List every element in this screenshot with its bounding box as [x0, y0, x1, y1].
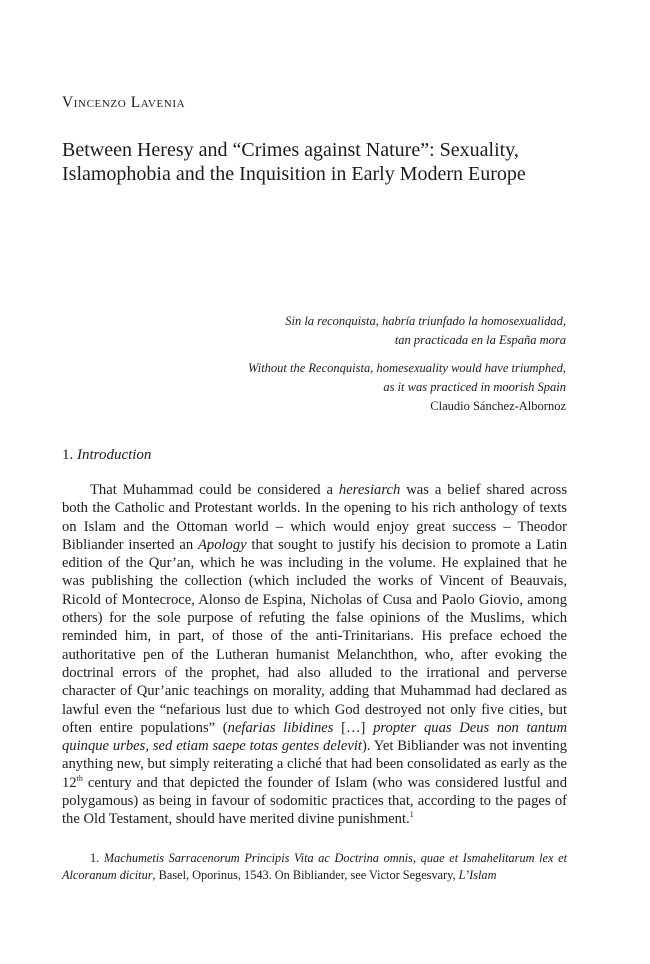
section-heading [62, 447, 151, 464]
body-italic-run: heresiarch [338, 482, 401, 498]
epigraph-english-line-1: Without the Reconquista, homesexuality would have triumphed, [248, 361, 566, 375]
body-text-run: […] [333, 719, 374, 736]
article-title: Between Heresy and “Crimes against Nature”: Sexuality, Islamophobia and the Inquisition in Early Modern Europe [62, 139, 526, 185]
footnote-text-run: , Basel, Oporinus, 1543. On Bibliander, see Victor Segesvary, [152, 868, 459, 882]
epigraph-spanish-line-1: Sin la reconquista, habría triunfado la homosexualidad, [285, 314, 566, 328]
body-italic-run: nefarias libidines [227, 719, 334, 736]
body-text-run: ). Yet Bibliander was not inventing anything new, but simply reiterating a cliché that had been consolidated as early as the 12 [62, 738, 567, 791]
body-paragraph [62, 481, 567, 829]
footnote-reference[interactable]: 1 [409, 810, 414, 820]
epigraph-english-line-2: as it was practiced in moorish Spain [383, 380, 566, 394]
body-italic-run: propter quas Deus non tantum quinque urbes, sed etiam saepe totas gentes delevit [62, 719, 567, 755]
epigraph-english [146, 359, 566, 397]
epigraph-spanish-line-2: tan practicada en la España mora [394, 333, 566, 347]
footnote-number: 1. [90, 851, 104, 865]
epigraph-attribution: Claudio Sánchez-Albornoz [430, 399, 566, 413]
body-text-run: was a belief shared across both the Catholic and Protestant worlds. In the opening to his rich anthology of texts on Islam and the Ottoman world – which would enjoy great success – Theodor Bibliander inserted an [62, 482, 567, 553]
author-name: Vincenzo Lavenia [62, 94, 186, 111]
body-text-run: that sought to justify his decision to promote a Latin edition of the Qur’an, which he was including in the volume. He explained that he was publishing the collection (which included the works of Vincent of Beauvais, Ricold of Montecroce, Alonso de Espina, Nicholas of Cusa and Paolo Giovio, among others) for the sole purpose of refuting the false opinions of the Muslims, which reminded him, in part, of those of the anti-Trinitarians. His preface echoed the authoritative pen of the Lutheran humanist Melanchthon, who, after evoking the doctrinal errors of the prophet, had also alluded to the irrational and perverse character of Qur’anic teachings on morality, adding that Muhammad had declared as lawful even the “nefarious lust due to which God destroyed not only five cities, but often entire populations” ( [62, 536, 567, 736]
footnote-italic-run: Machumetis Sarracenorum Principis Vita ac Doctrina omnis, quae et Ismahelitarum lex et Alcoranum dicitur [62, 851, 567, 882]
section-title: Introduction [77, 447, 152, 463]
section-number: 1. [62, 447, 74, 463]
footnote [62, 850, 567, 884]
footnote-italic-run: L’Islam [458, 868, 497, 882]
epigraph-spanish [146, 312, 566, 350]
century-superscript: th [76, 773, 83, 783]
body-text-run: That Muhammad could be considered a [90, 482, 339, 498]
body-italic-run: Apology [197, 536, 247, 553]
body-text-run: century and that depicted the founder of Islam (who was considered lustful and polygamous) as being in favour of sodomitic practices that, according to the pages of the Old Testament, should have merited divine punishment. [62, 774, 567, 828]
